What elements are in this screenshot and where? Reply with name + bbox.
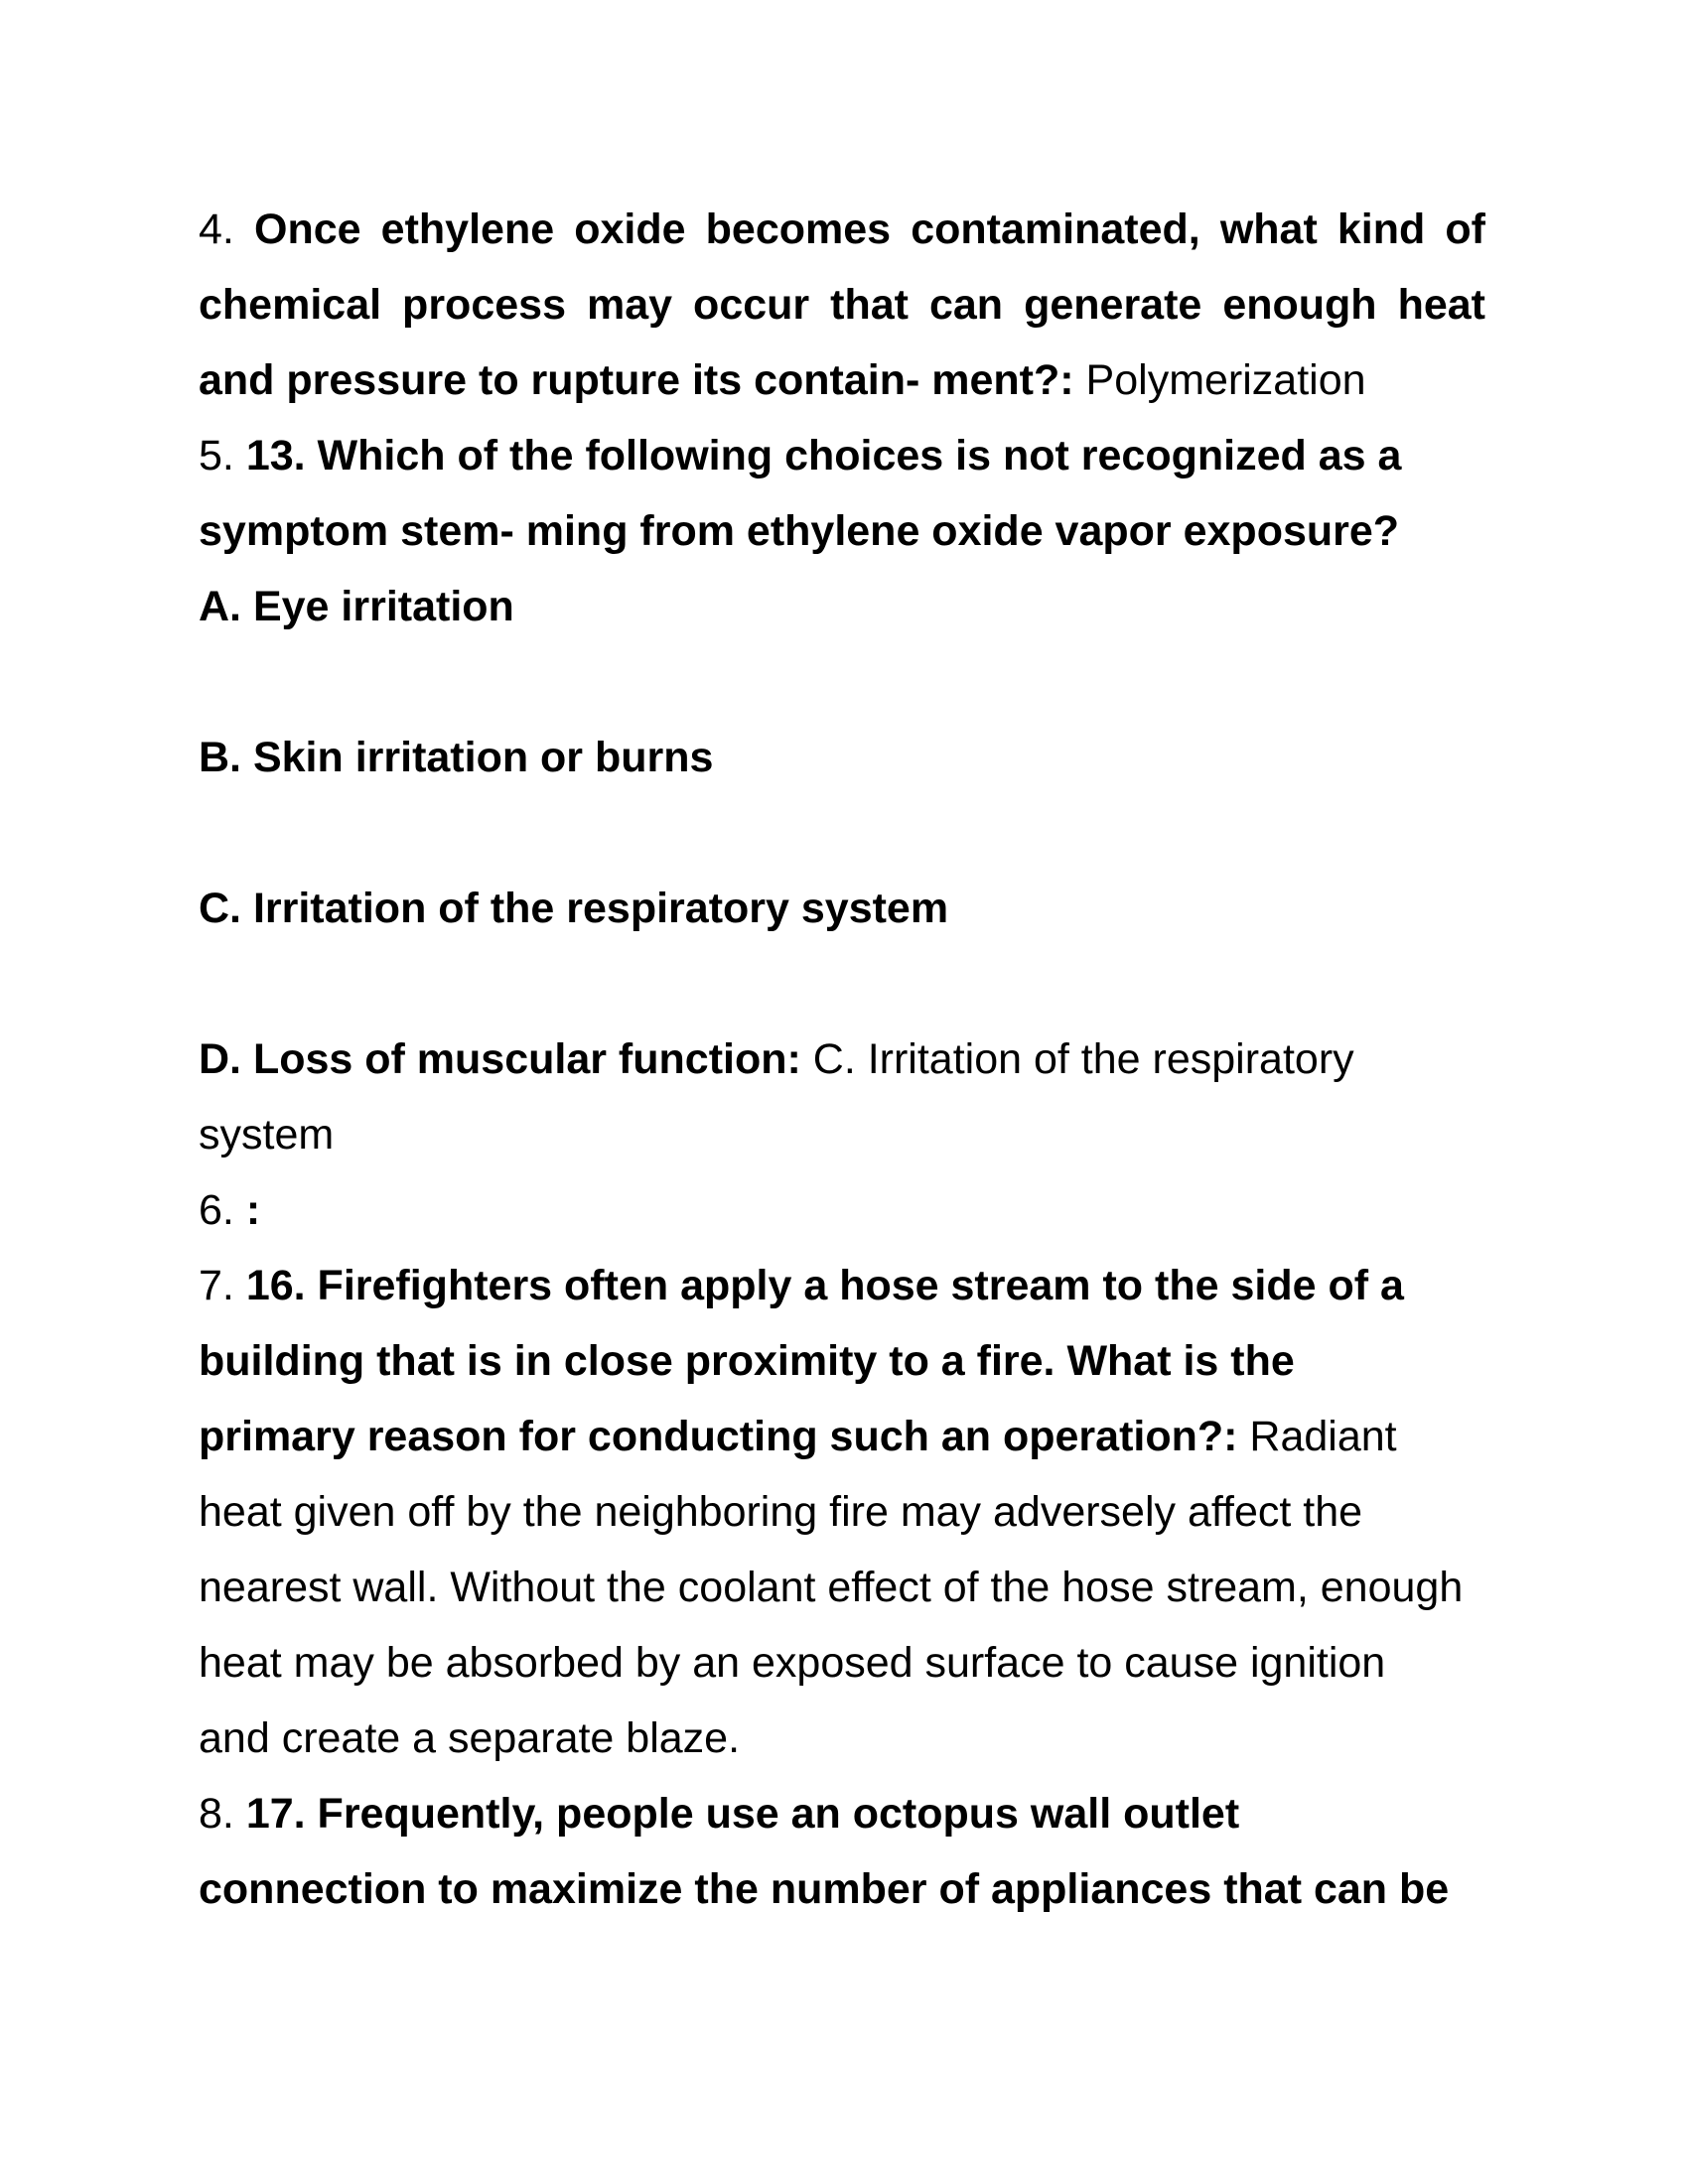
document-page (199, 192, 1489, 1927)
answer-continuation: system (199, 1111, 335, 1159)
answer-line: and create a separate blaze. (199, 1714, 741, 1762)
item-7-line-1 (199, 1248, 1489, 1323)
answer-line: nearest wall. Without the coolant effect of the hose stream, enough (199, 1564, 1464, 1611)
question-text: building that is in close proximity to a fire. What is the (199, 1337, 1295, 1385)
item-8-line-2 (199, 1851, 1489, 1927)
answer-text: Radiant (1249, 1413, 1397, 1460)
spacer (199, 795, 1489, 871)
item-6-line-1 (199, 1172, 1489, 1248)
question-text: chemical process may occur that can generate enough heat (199, 281, 1485, 329)
item-number: 4. (199, 205, 234, 253)
question-text: 16. Firefighters often apply a hose stream to the side of a (245, 1262, 1404, 1309)
spacer (199, 644, 1489, 720)
item-number: 6. (199, 1186, 234, 1234)
item-8-line-1 (199, 1776, 1489, 1851)
answer-text: Polymerization (1085, 356, 1366, 404)
option-b: B. Skin irritation or burns (199, 734, 714, 781)
item-5-line-2 (199, 493, 1489, 569)
question-text: : (245, 1186, 261, 1234)
option-c: C. Irritation of the respiratory system (199, 885, 949, 932)
question-text: symptom stem- ming from ethylene oxide vapor exposure? (199, 507, 1400, 555)
item-number: 7. (199, 1262, 234, 1309)
answer-line: heat given off by the neighboring fire may adversely affect the (199, 1488, 1363, 1536)
option-a: A. Eye irritation (199, 583, 514, 630)
item-number: 8. (199, 1790, 234, 1838)
question-text: 13. Which of the following choices is not recognized as a (245, 432, 1402, 479)
answer-line: heat may be absorbed by an exposed surface to cause ignition (199, 1639, 1386, 1687)
item-7-line-3 (199, 1399, 1489, 1474)
item-4-line-1 (199, 192, 1485, 267)
item-5-line-1 (199, 418, 1489, 493)
question-text: and pressure to rupture its contain- ment?: (199, 356, 1074, 404)
question-text: connection to maximize the number of appliances that can be (199, 1865, 1450, 1913)
item-4-line-3 (199, 342, 1489, 418)
item-number: 5. (199, 432, 234, 479)
question-text: Once ethylene oxide becomes contaminated, what kind of (254, 205, 1485, 253)
item-7-line-2 (199, 1323, 1489, 1399)
item-4-line-2 (199, 267, 1485, 342)
spacer (199, 946, 1489, 1022)
answer-text: C. Irritation of the respiratory (812, 1035, 1354, 1083)
option-d: D. Loss of muscular function: C. Irritation of the respiratory (199, 1035, 1354, 1083)
question-text: 17. Frequently, people use an octopus wall outlet (245, 1790, 1240, 1838)
question-text: primary reason for conducting such an operation?: (199, 1413, 1238, 1460)
